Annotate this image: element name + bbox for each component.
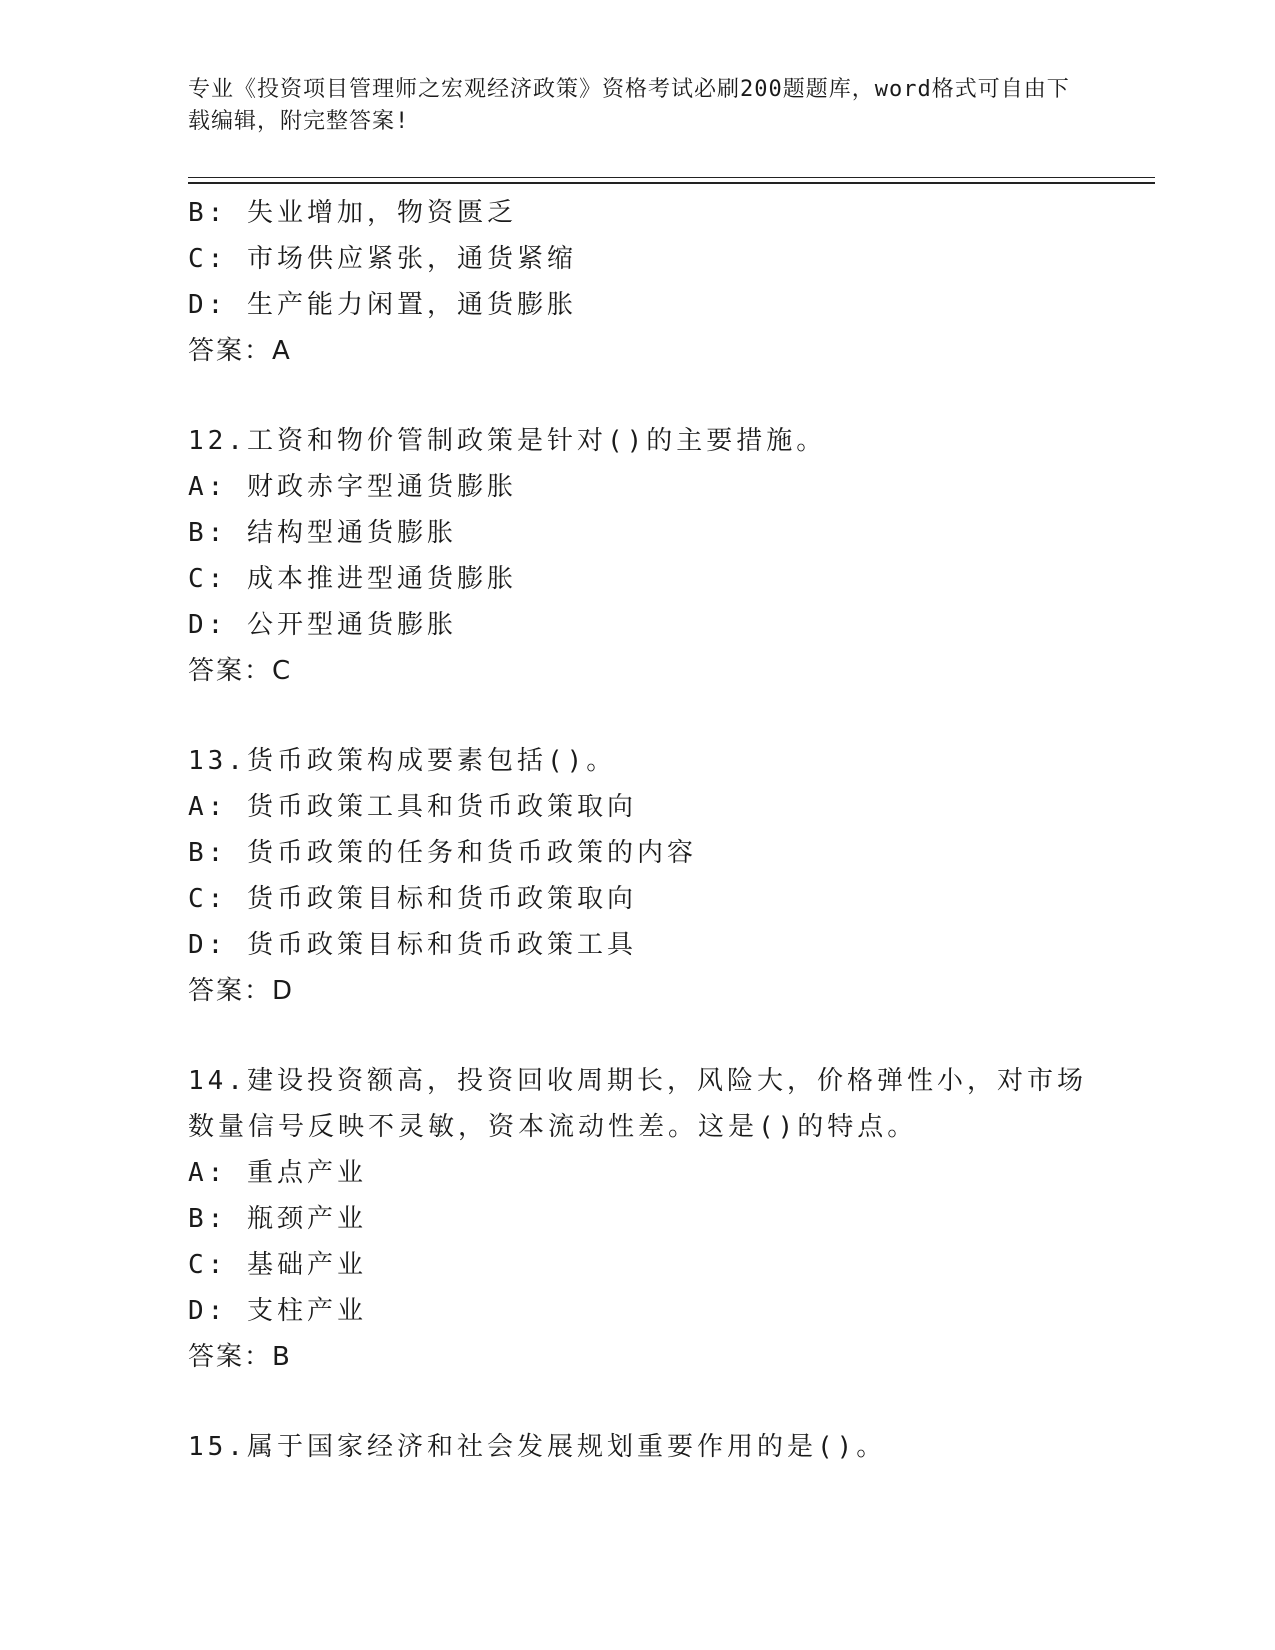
option-d: D: 生产能力闲置，通货膨胀 bbox=[188, 290, 577, 320]
option-a: A: 重点产业 bbox=[188, 1158, 367, 1188]
spacer bbox=[188, 1014, 1088, 1058]
option-b: B: 瓶颈产业 bbox=[188, 1204, 367, 1234]
option-c: C: 成本推进型通货膨胀 bbox=[188, 564, 517, 594]
option-d: D: 货币政策目标和货币政策工具 bbox=[188, 930, 637, 960]
answer: 答案：C bbox=[188, 656, 293, 686]
spacer bbox=[188, 374, 1088, 418]
option-a: A: 货币政策工具和货币政策取向 bbox=[188, 792, 637, 822]
spacer bbox=[188, 1380, 1088, 1424]
option-c: C: 基础产业 bbox=[188, 1250, 367, 1280]
header-divider-thick bbox=[188, 182, 1155, 184]
question-stem: 13.货币政策构成要素包括()。 bbox=[188, 746, 617, 776]
question-11-tail bbox=[188, 190, 1088, 374]
question-15 bbox=[188, 1424, 1088, 1470]
question-stem: 12.工资和物价管制政策是针对()的主要措施。 bbox=[188, 426, 827, 456]
option-c: C: 货币政策目标和货币政策取向 bbox=[188, 884, 637, 914]
answer: 答案：D bbox=[188, 976, 295, 1006]
question-stem: 14.建设投资额高，投资回收周期长，风险大，价格弹性小，对市场数量信号反映不灵敏，资本流动性差。这是()的特点。 bbox=[188, 1066, 1087, 1142]
question-stem: 15.属于国家经济和社会发展规划重要作用的是()。 bbox=[188, 1432, 887, 1462]
option-d: D: 支柱产业 bbox=[188, 1296, 367, 1326]
question-13 bbox=[188, 738, 1088, 1014]
option-b: B: 失业增加，物资匮乏 bbox=[188, 198, 517, 228]
option-d: D: 公开型通货膨胀 bbox=[188, 610, 457, 640]
header-title: 专业《投资项目管理师之宏观经济政策》资格考试必刷200题题库，word格式可自由下载编辑，附完整答案! bbox=[188, 77, 1070, 134]
option-b: B: 货币政策的任务和货币政策的内容 bbox=[188, 838, 697, 868]
question-list bbox=[188, 190, 1088, 1470]
spacer bbox=[188, 694, 1088, 738]
header-divider-thin bbox=[188, 177, 1155, 178]
answer: 答案：A bbox=[188, 336, 292, 366]
option-b: B: 结构型通货膨胀 bbox=[188, 518, 457, 548]
option-a: A: 财政赤字型通货膨胀 bbox=[188, 472, 517, 502]
option-c: C: 市场供应紧张，通货紧缩 bbox=[188, 244, 577, 274]
answer: 答案：B bbox=[188, 1342, 292, 1372]
question-12 bbox=[188, 418, 1088, 694]
question-14 bbox=[188, 1058, 1088, 1380]
document-header bbox=[188, 74, 1078, 138]
